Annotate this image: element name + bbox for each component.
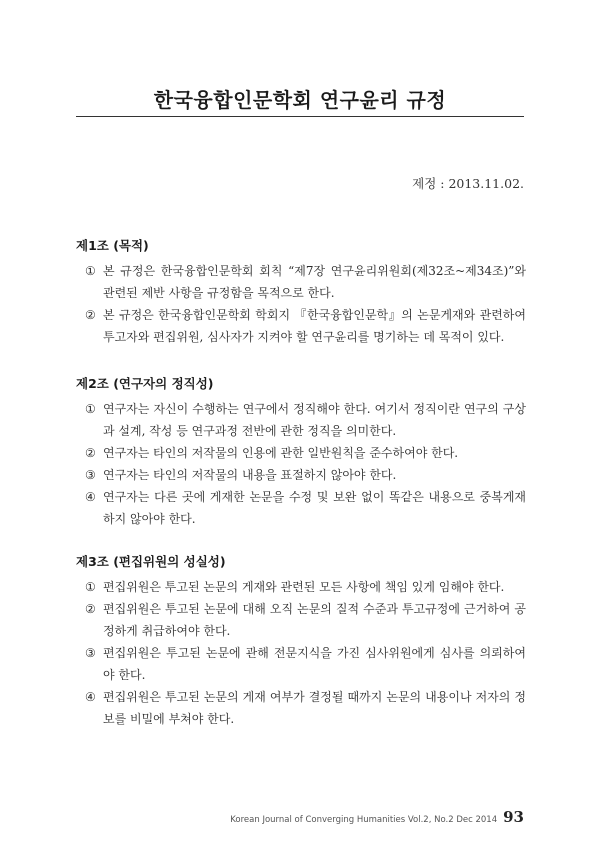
page-footer [230,808,524,826]
clause-number: ① [85,580,96,594]
clause [76,686,526,730]
clause-text: 본 규정은 한국융합인문학회 학회지 『한국융합인문학』의 논문게재와 관련하여 투고자와 편집위원, 심사자가 지켜야 할 연구윤리를 명기하는 데 목적이 있다. [103,308,526,344]
page-number: 93 [503,808,524,826]
clause-text: 편집위원은 투고된 논문에 관해 전문지식을 가진 심사위원에게 심사를 의뢰하여야 한다. [103,646,526,682]
article-1 [76,236,526,348]
clause-number: ④ [85,490,96,504]
clause [76,642,526,686]
clause-number: ① [85,264,96,278]
clause-number: ④ [85,690,96,704]
clause-text: 본 규정은 한국융합인문학회 회칙 “제7장 연구윤리위원회(제32조~제34조)”와 관련된 제반 사항을 규정함을 목적으로 한다. [103,264,526,300]
clause-number: ① [85,402,96,416]
page-title: 한국융합인문학회 연구윤리 규정 [153,88,447,112]
journal-citation: Korean Journal of Converging Humanities Vol.2, No.2 Dec 2014 [230,815,498,825]
title-divider [76,116,524,117]
clause-number: ② [85,602,96,616]
clause-number: ② [85,446,96,460]
clause-text: 편집위원은 투고된 논문의 게재 여부가 결정될 때까지 논문의 내용이나 저자의 정보를 비밀에 부쳐야 한다. [103,690,526,726]
clause-text: 연구자는 자신이 수행하는 연구에서 정직해야 한다. 여기서 정직이란 연구의 구상과 설계, 작성 등 연구과정 전반에 관한 정직을 의미한다. [103,402,526,438]
clause-text: 편집위원은 투고된 논문에 대해 오직 논문의 질적 수준과 투고규정에 근거하여 공정하게 취급하여야 한다. [103,602,526,638]
clause [76,464,526,486]
clause [76,398,526,442]
clause [76,260,526,304]
clause [76,576,526,598]
article-heading: 제1조 (목적) [76,238,149,253]
clause [76,486,526,530]
article-3 [76,552,526,730]
enactment-date: 제정 : 2013.11.02. [412,176,524,191]
clause [76,442,526,464]
article-2 [76,374,526,530]
clause-text: 연구자는 타인의 저작물의 인용에 관한 일반원칙을 준수하여야 한다. [103,446,459,460]
clause-text: 연구자는 다른 곳에 게재한 논문을 수정 및 보완 없이 똑같은 내용으로 중복게재하지 않아야 한다. [103,490,526,526]
clause [76,598,526,642]
clause [76,304,526,348]
clause-number: ② [85,308,96,322]
clause-number: ③ [85,646,96,660]
clause-text: 편집위원은 투고된 논문의 게재와 관련된 모든 사항에 책임 있게 임해야 한다. [103,580,505,594]
clause-number: ③ [85,468,96,482]
clause-text: 연구자는 타인의 저작물의 내용을 표절하지 않아야 한다. [103,468,397,482]
article-heading: 제3조 (편집위원의 성실성) [76,554,226,569]
article-heading: 제2조 (연구자의 정직성) [76,376,214,391]
